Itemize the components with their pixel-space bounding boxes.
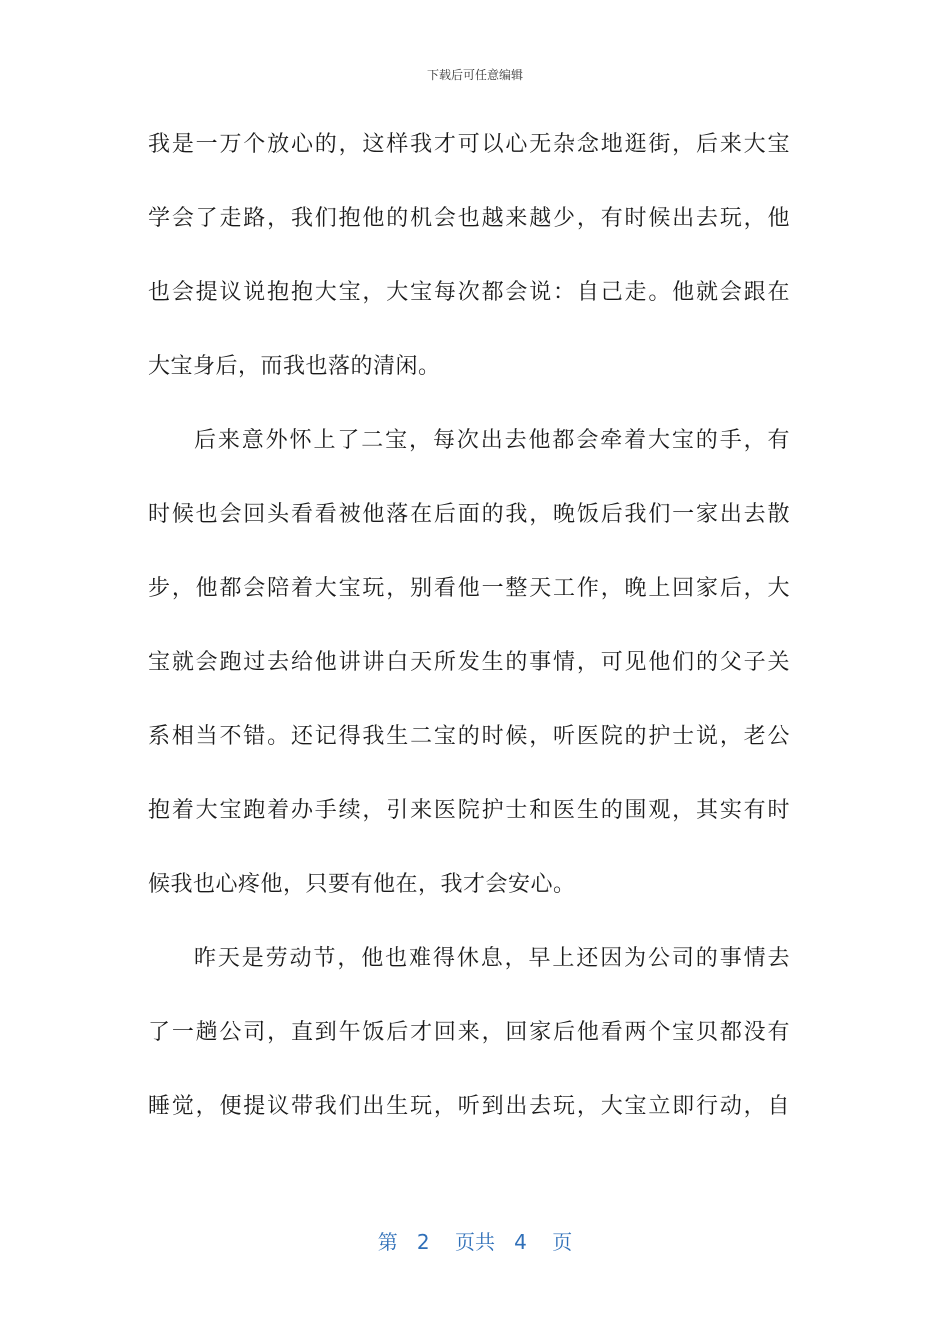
text-line: 昨天是劳动节，他也难得休息，早上还因为公司的事情去 — [194, 946, 790, 971]
text-line: 学会了走路，我们抱他的机会也越来越少，有时候出去玩，他 — [148, 206, 790, 231]
page-total: 4 — [514, 1230, 527, 1254]
text-line: 我是一万个放心的，这样我才可以心无杂念地逛街，后来大宝 — [148, 132, 790, 157]
header-note: 下载后可任意编辑 — [426, 68, 523, 82]
text-line: 也会提议说抱抱大宝，大宝每次都会说：自己走。他就会跟在 — [148, 280, 790, 305]
page-suffix: 页 — [552, 1230, 573, 1254]
page-mid: 页共 — [455, 1230, 495, 1254]
text-line: 候我也心疼他，只要有他在，我才会安心。 — [148, 872, 576, 897]
text-line: 抱着大宝跑着办手续，引来医院护士和医生的围观，其实有时 — [148, 798, 790, 823]
text-line: 时候也会回头看看被他落在后面的我，晚饭后我们一家出去散 — [148, 502, 790, 527]
text-line: 宝就会跑过去给他讲讲白天所发生的事情，可见他们的父子关 — [148, 650, 790, 675]
page-number-footer — [0, 1226, 950, 1255]
text-line: 大宝身后，而我也落的清闲。 — [148, 354, 441, 379]
text-line: 系相当不错。还记得我生二宝的时候，听医院的护士说，老公 — [148, 724, 790, 749]
text-line: 步，他都会陪着大宝玩，别看他一整天工作，晚上回家后，大 — [148, 576, 790, 601]
paragraph — [148, 932, 790, 1154]
page-prefix: 第 — [377, 1230, 398, 1254]
text-line: 后来意外怀上了二宝，每次出去他都会牵着大宝的手，有 — [194, 428, 790, 453]
paragraph — [148, 118, 790, 414]
page-current: 2 — [416, 1230, 430, 1254]
text-line: 了一趟公司，直到午饭后才回来，回家后他看两个宝贝都没有 — [148, 1020, 790, 1045]
document-body — [148, 118, 790, 1154]
text-line: 睡觉，便提议带我们出生玩，听到出去玩，大宝立即行动，自 — [148, 1094, 790, 1119]
paragraph — [148, 414, 790, 932]
